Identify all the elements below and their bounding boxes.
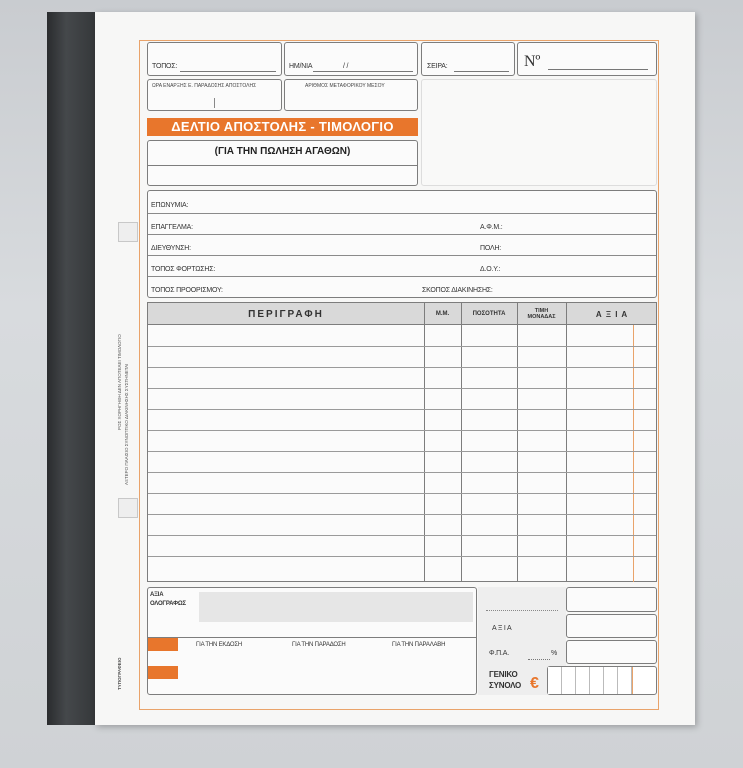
- subtitle-divider: [148, 165, 417, 166]
- col-divider-3: [517, 303, 518, 581]
- table-row: [148, 535, 656, 536]
- city-label: ΠΟΛΗ:: [480, 245, 502, 252]
- customer-info-box: [147, 190, 657, 298]
- document-subtitle: (ΓΙΑ ΤΗΝ ΠΩΛΗΣΗ ΑΓΑΘΩΝ): [214, 146, 351, 157]
- col-divider-2: [461, 303, 462, 581]
- side-note-2: ΑΞΤΕΡΟ ΠΛΑΙΣΙΟ ΣΥΝΟΠΤΙΚΟ ΔΙΑΚΙΝΗΣΗΣ ΣΥΣΤΗΝΕΤΑΙ: [124, 363, 129, 485]
- side-brand: ΤΥΠΟΓΡΑΦΕΙΟ: [117, 657, 122, 690]
- decimal-divider: [633, 325, 634, 582]
- vat-label: Φ.Π.Α.: [489, 650, 509, 657]
- vat-rate-field[interactable]: [528, 650, 550, 660]
- purpose-label: ΣΚΟΠΟΣ ΔΙΑΚΙΝΗΣΗΣ:: [422, 287, 493, 294]
- vehicle-number-label: ΑΡΙΘΜΟΣ ΜΕΤΑΦΟΡΙΚΟΥ ΜΕΣΟΥ: [305, 83, 385, 89]
- header-quantity: ΠΟΣΟΤΗΤΑ: [472, 311, 506, 317]
- value-field[interactable]: [566, 614, 657, 638]
- eponymia-line[interactable]: [148, 213, 656, 214]
- start-time-label: ΩΡΑ ΕΝΑΡΞΗΣ Ε. ΠΑΡΑΔΟΣΗΣ ΑΠΟΣΤΟΛΗΣ: [152, 83, 257, 89]
- stamp-cell-1: [148, 638, 178, 651]
- table-row: [148, 514, 656, 515]
- side-note-1: ΡΟΣ ΧΟΡΗΓΗΘΗ ΔΕΝ ΑΠΟΤΕΛΕΙ ΤΙΜΟΛΟΓΙΟ: [117, 334, 122, 430]
- total-value-label: Α Ξ Ι Α: [492, 625, 512, 632]
- series-label: ΣΕΙΡΑ:: [427, 63, 448, 70]
- table-row: [148, 493, 656, 494]
- col-divider-4: [566, 303, 567, 581]
- logo-area: [421, 79, 657, 186]
- sig-receipt-label: ΓΙΑ ΤΗΝ ΠΑΡΑΛΑΒΗ: [392, 642, 446, 648]
- side-square-bottom: [118, 498, 138, 518]
- vehicle-number-box[interactable]: [284, 79, 418, 111]
- epaggelma-line[interactable]: [148, 234, 656, 235]
- series-line: [454, 71, 509, 72]
- date-line: [313, 71, 413, 72]
- address-line[interactable]: [148, 255, 656, 256]
- epaggelma-label: ΕΠΑΓΓΕΛΜΑ:: [151, 224, 193, 231]
- sig-delivery-label: ΓΙΑ ΤΗΝ ΠΑΡΑΔΟΣΗ: [292, 642, 346, 648]
- table-row: [148, 451, 656, 452]
- header-unit: Μ.Μ.: [435, 311, 450, 317]
- amount-words-field[interactable]: [199, 592, 473, 622]
- subtotal-field[interactable]: [566, 587, 657, 612]
- destination-label: ΤΟΠΟΣ ΠΡΟΟΡΙΣΜΟΥ:: [151, 287, 223, 294]
- signature-divider: [147, 637, 477, 638]
- table-row: [148, 367, 656, 368]
- table-row: [148, 556, 656, 557]
- side-square-top: [118, 222, 138, 242]
- table-row: [148, 388, 656, 389]
- euro-icon: €: [530, 675, 539, 692]
- date-label: ΗΜ/ΝΙΑ: [289, 63, 313, 70]
- start-time-tick: [214, 98, 215, 108]
- percent-sign: %: [551, 650, 558, 657]
- start-time-box[interactable]: [147, 79, 282, 111]
- date-box[interactable]: [284, 42, 418, 76]
- header-unit-price: ΤΙΜΗ ΜΟΝΑΔΑΣ: [527, 308, 556, 320]
- col-divider-1: [424, 303, 425, 581]
- items-table: [147, 302, 657, 582]
- address-label: ΔΙΕΥΘΥΝΣΗ:: [151, 245, 191, 252]
- header-value: Α Ξ Ι Α: [595, 309, 629, 319]
- grand-total-label-1: ΓΕΝΙΚΟ: [489, 670, 518, 679]
- afm-label: Α.Φ.Μ.:: [480, 224, 503, 231]
- header-description: ΠΕΡΙΓΡΑΦΗ: [248, 308, 324, 320]
- date-separators: / /: [343, 63, 349, 70]
- vat-field[interactable]: [566, 640, 657, 664]
- topos-line: [180, 71, 276, 72]
- grand-total-label-2: ΣΥΝΟΛΟ: [489, 681, 522, 690]
- doy-label: Δ.Ο.Υ.:: [480, 266, 501, 273]
- topos-box[interactable]: [147, 42, 282, 76]
- document-title: ΔΕΛΤΙΟ ΑΠΟΣΤΟΛΗΣ - ΤΙΜΟΛΟΓΙΟ: [147, 118, 418, 136]
- table-row: [148, 430, 656, 431]
- number-line: [548, 69, 648, 70]
- table-row: [148, 472, 656, 473]
- loading-place-line[interactable]: [148, 276, 656, 277]
- number-label: Nº: [524, 53, 541, 70]
- series-box[interactable]: [421, 42, 515, 76]
- eponymia-label: ΕΠΩΝΥΜΙΑ:: [151, 202, 189, 209]
- grand-total-decimal: [632, 667, 633, 694]
- number-box[interactable]: [517, 42, 657, 76]
- axia-label: ΑΞΙΑ: [150, 592, 164, 598]
- table-row: [148, 346, 656, 347]
- sig-issue-label: ΓΙΑ ΤΗΝ ΕΚΔΟΣΗ: [196, 642, 242, 648]
- olografos-label: ΟΛΟΓΡΑΦΩΣ: [150, 601, 186, 607]
- table-row: [148, 409, 656, 410]
- loading-place-label: ΤΟΠΟΣ ΦΟΡΤΩΣΗΣ:: [151, 266, 216, 273]
- grand-total-field[interactable]: [547, 666, 657, 695]
- grand-total-digit-cells: [548, 667, 632, 694]
- topos-label: ΤΟΠΟΣ:: [152, 63, 178, 70]
- notebook-binding: [47, 12, 95, 725]
- subtotal-line: [486, 610, 558, 611]
- stamp-cell-2: [148, 666, 178, 679]
